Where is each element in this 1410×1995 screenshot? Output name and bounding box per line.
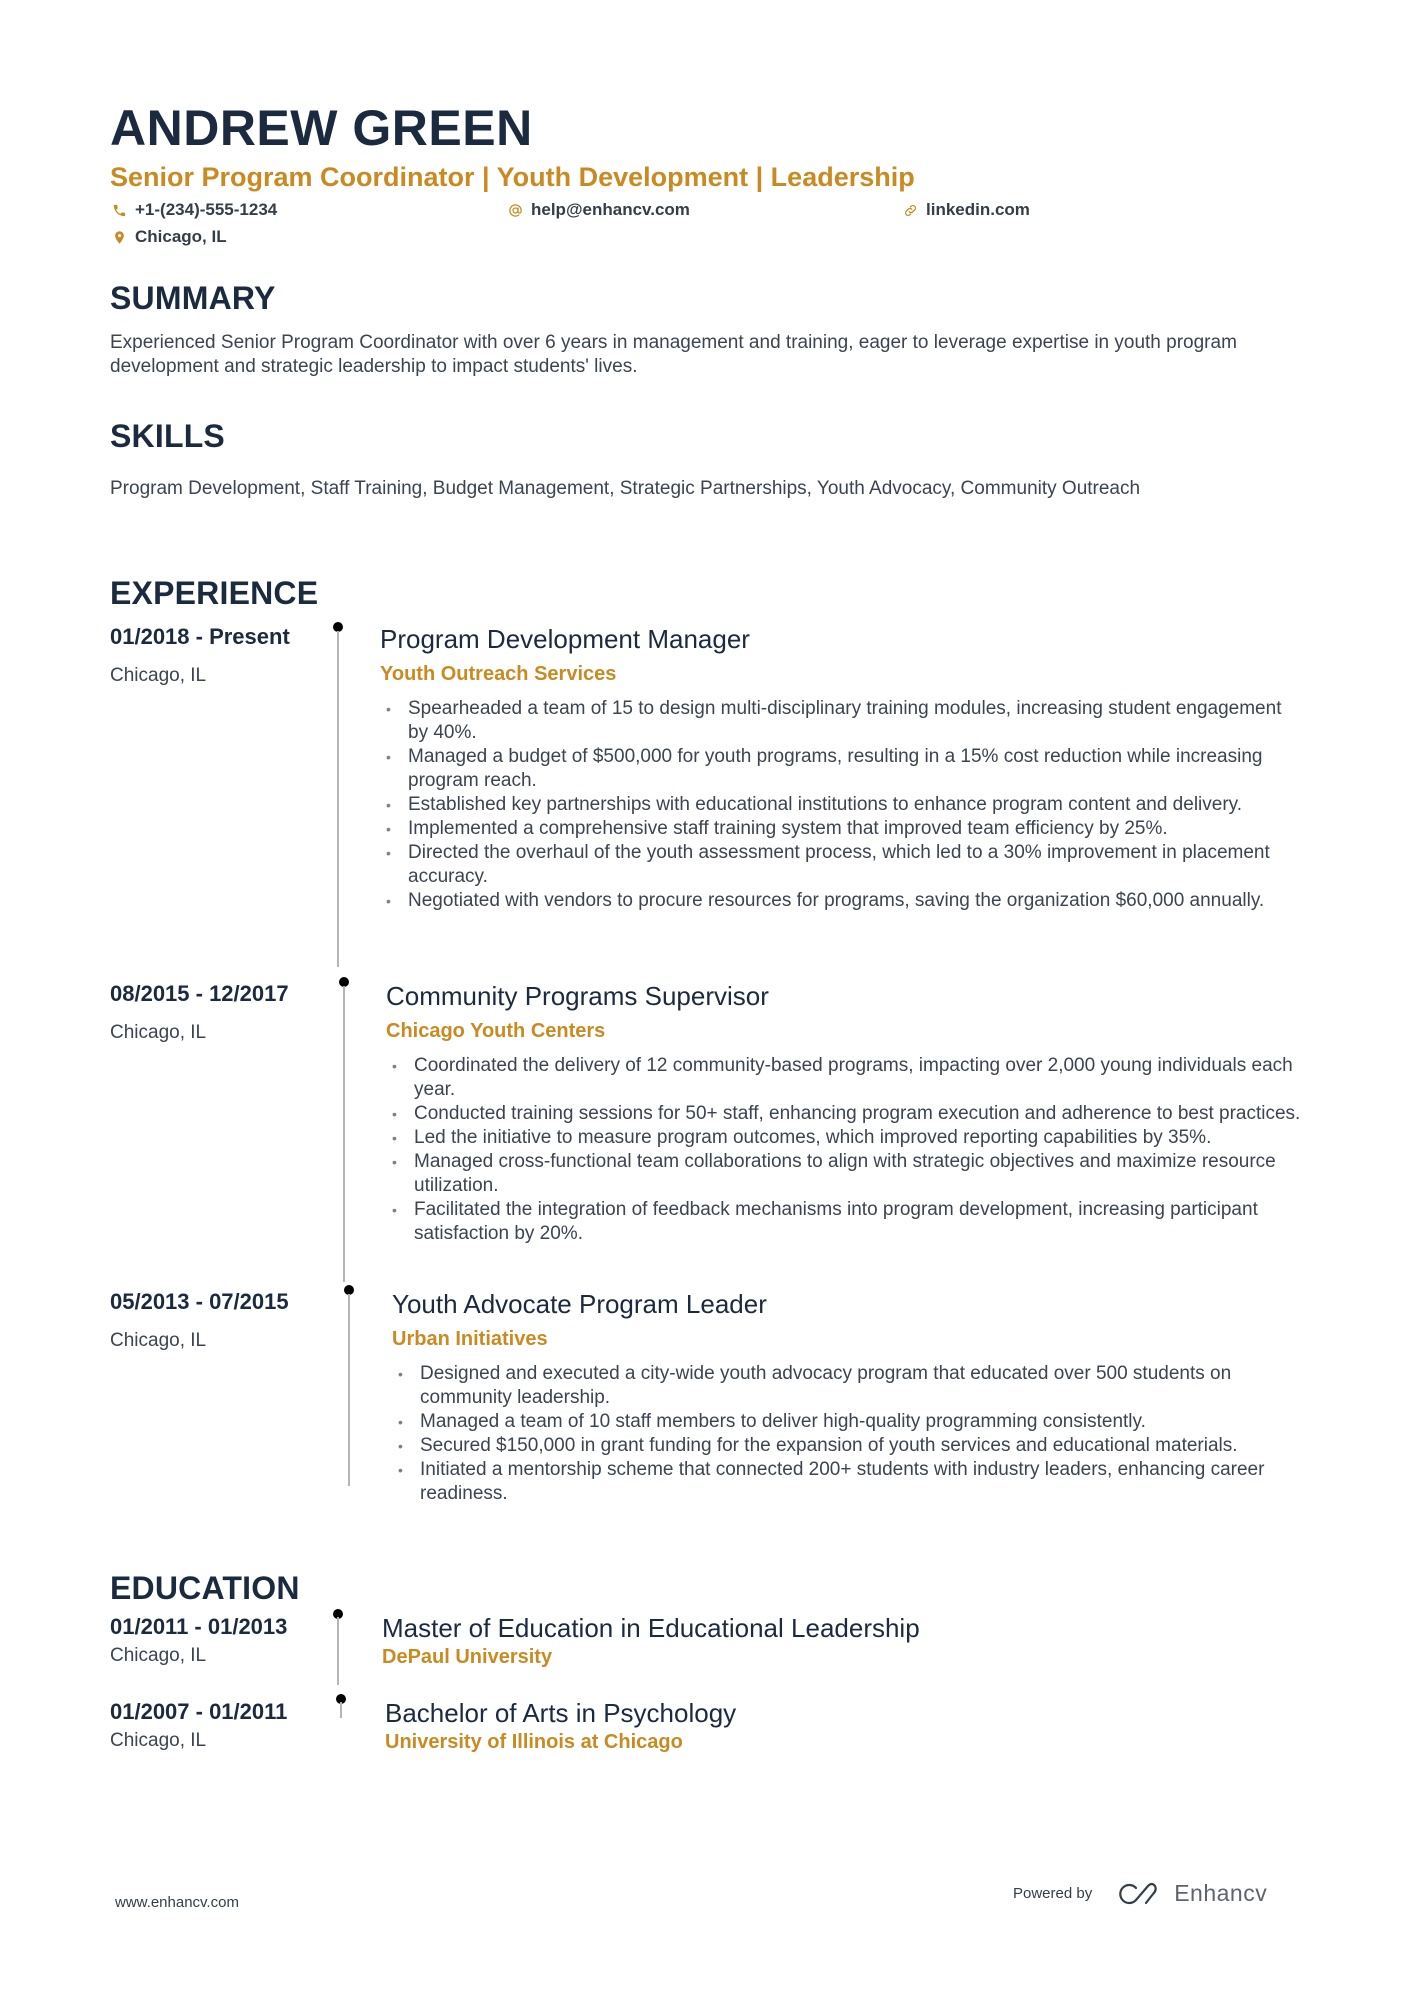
degree-title: Master of Education in Educational Leadership [382,1613,920,1643]
education-item [110,1613,1310,1697]
enhancv-logo-icon [1118,1881,1164,1907]
job-title: Youth Advocate Program Leader [392,1289,767,1319]
bullet-item: • Spearheaded a team of 15 to design multi-disciplinary training modules, increasing student engagement by 40%. [386,698,1282,743]
bullet-dot-icon: • [386,749,391,765]
candidate-name: ANDREW GREEN [110,100,533,156]
school-name: University of Illinois at Chicago [385,1731,683,1753]
linkedin-link[interactable]: linkedin.com [926,200,1030,219]
map-pin-icon [112,230,127,245]
experience-item [110,980,1310,1280]
bullet-item: • Directed the overhaul of the youth assessment process, which led to a 30% improvement in placement accuracy. [386,842,1270,887]
education-heading: EDUCATION [110,1570,300,1606]
bullet-item: • Managed cross-functional team collaborations to align with strategic objectives and maximize resource utilization. [392,1151,1276,1196]
job-company: Youth Outreach Services [380,663,617,685]
job-date: 08/2015 - 12/2017 [110,981,289,1006]
contact-location [112,226,227,248]
candidate-headline: Senior Program Coordinator | Youth Development | Leadership [110,162,915,192]
education-item [110,1698,1310,1772]
footer-powered-by[interactable] [1013,1880,1267,1907]
bullet-item: • Conducted training sessions for 50+ staff, enhancing program execution and adherence to best practices. [392,1103,1301,1124]
bullet-dot-icon: • [398,1462,403,1478]
job-bullets [392,1362,1312,1506]
bullet-dot-icon: • [398,1438,403,1454]
job-title: Program Development Manager [380,624,750,654]
enhancv-brand[interactable] [1118,1880,1267,1907]
bullet-item: • Implemented a comprehensive staff training system that improved team efficiency by 25%. [386,818,1168,839]
link-icon [903,203,918,218]
education-location: Chicago, IL [110,1730,207,1751]
bullet-item: • Managed a team of 10 staff members to deliver high-quality programming consistently. [398,1411,1146,1432]
job-bullets [380,697,1300,913]
enhancv-brand-name: Enhancv [1174,1880,1268,1906]
job-company: Urban Initiatives [392,1328,548,1350]
location-text: Chicago, IL [135,227,227,246]
bullet-item: • Facilitated the integration of feedback mechanisms into program development, increasing participant satisfaction by 20%. [392,1199,1258,1244]
bullet-dot-icon: • [392,1202,397,1218]
phone-text: +1-(234)-555-1234 [135,200,278,219]
job-location: Chicago, IL [110,1022,207,1043]
education-location: Chicago, IL [110,1645,207,1666]
job-date: 01/2018 - Present [110,624,290,649]
education-date: 01/2011 - 01/2013 [110,1614,288,1639]
bullet-item: • Coordinated the delivery of 12 community-based programs, impacting over 2,000 young individuals each year. [392,1055,1293,1100]
job-location: Chicago, IL [110,1330,207,1351]
bullet-item: • Established key partnerships with educational institutions to enhance program content and delivery. [386,794,1243,815]
bullet-item: • Designed and executed a city-wide youth advocacy program that educated over 500 students on community leadership. [398,1363,1232,1408]
skills-text: Program Development, Staff Training, Budget Management, Strategic Partnerships, Youth Advocacy, Community Outreach [110,478,1141,499]
job-title: Community Programs Supervisor [386,981,769,1011]
powered-by-label: Powered by [1013,1885,1093,1902]
bullet-dot-icon: • [386,821,391,837]
timeline-line [337,631,339,967]
bullet-dot-icon: • [386,797,391,813]
bullet-dot-icon: • [392,1106,397,1122]
school-name: DePaul University [382,1646,553,1668]
skills-heading: SKILLS [110,418,225,454]
timeline-line [340,1702,342,1718]
bullet-item: • Initiated a mentorship scheme that connected 200+ students with industry leaders, enhancing career readiness. [398,1459,1265,1504]
timeline-line [337,1617,339,1685]
bullet-dot-icon: • [392,1130,397,1146]
experience-heading: EXPERIENCE [110,575,319,611]
bullet-dot-icon: • [386,893,391,909]
contact-linkedin[interactable] [903,199,1030,221]
bullet-item: • Led the initiative to measure program outcomes, which improved reporting capabilities by 35%. [392,1127,1212,1148]
bullet-dot-icon: • [392,1154,397,1170]
bullet-item: • Managed a budget of $500,000 for youth programs, resulting in a 15% cost reduction while increasing program reach. [386,746,1263,791]
at-icon [508,203,523,218]
bullet-dot-icon: • [398,1366,403,1382]
email-link[interactable]: help@enhancv.com [531,200,690,219]
contact-email[interactable] [508,199,690,221]
bullet-dot-icon: • [398,1414,403,1430]
bullet-item: • Secured $150,000 in grant funding for the expansion of youth services and educational materials. [398,1435,1238,1456]
bullet-dot-icon: • [392,1058,397,1074]
footer-website-link[interactable]: www.enhancv.com [115,1894,239,1911]
education-date: 01/2007 - 01/2011 [110,1699,288,1724]
contact-phone [112,199,277,221]
bullet-dot-icon: • [386,701,391,717]
job-date: 05/2013 - 07/2015 [110,1289,289,1314]
experience-item [110,1288,1310,1548]
timeline-line [348,1294,350,1486]
job-company: Chicago Youth Centers [386,1020,606,1042]
job-bullets [386,1054,1306,1246]
bullet-dot-icon: • [386,845,391,861]
summary-text: Experienced Senior Program Coordinator with over 6 years in management and training, eager to leverage expertise in youth program development and strategic leadership to impact students' lives. [110,332,1237,377]
job-location: Chicago, IL [110,665,207,686]
degree-title: Bachelor of Arts in Psychology [385,1698,737,1728]
bullet-item: • Negotiated with vendors to procure resources for programs, saving the organization $60,000 annually. [386,890,1265,911]
phone-icon [112,203,127,218]
timeline-line [343,986,345,1282]
experience-item [110,623,1310,973]
summary-heading: SUMMARY [110,280,276,316]
